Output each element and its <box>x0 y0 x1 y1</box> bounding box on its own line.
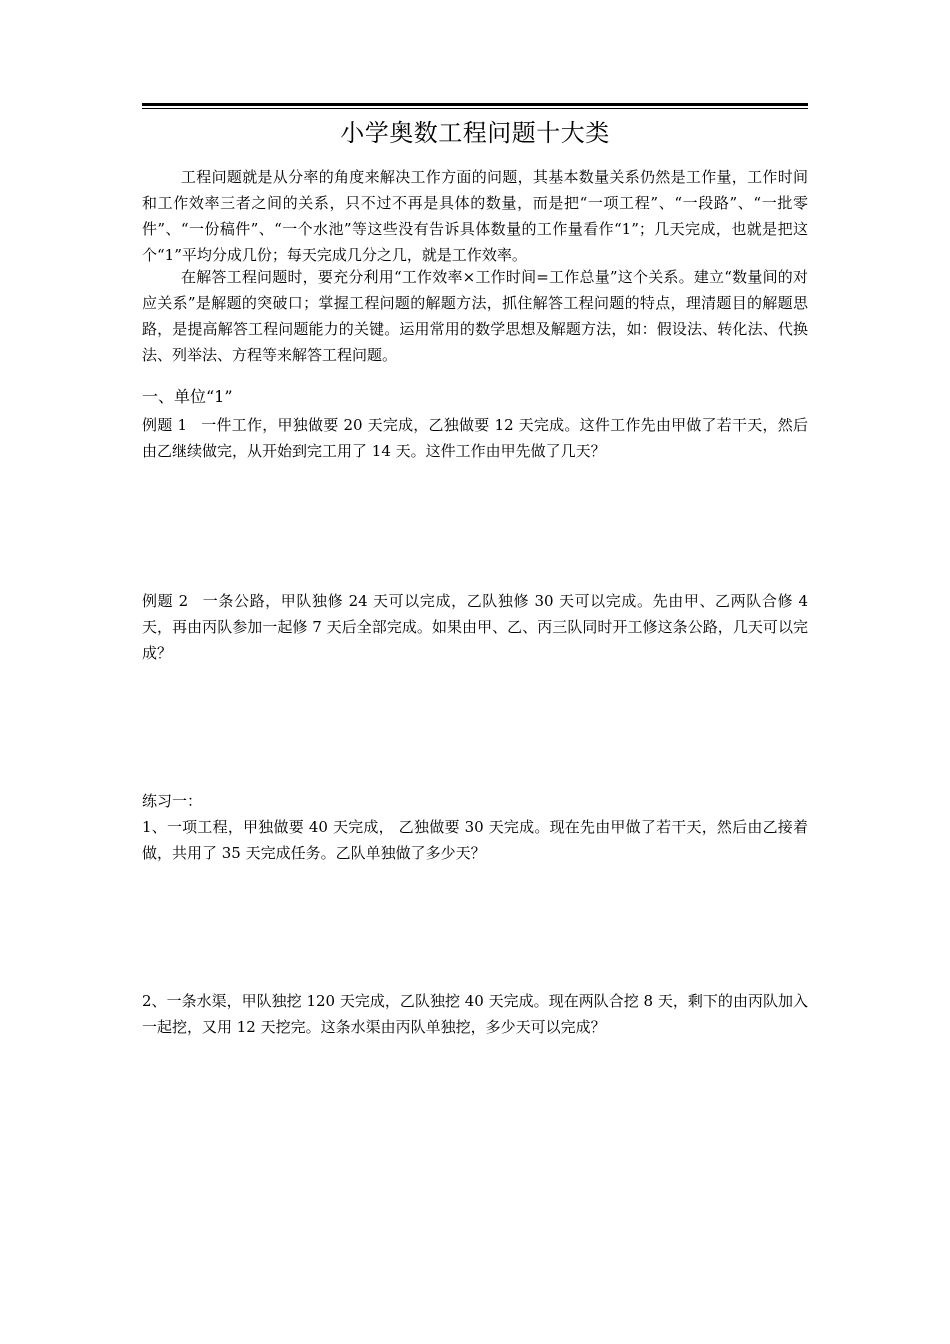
header-rule-thick <box>142 103 808 106</box>
practice-heading: 练习一： <box>142 792 203 810</box>
practice-question-2: 2、一条水渠，甲队独挖 120 天完成，乙队独挖 40 天完成。现在两队合挖 8 天，剩下的由丙队加入一起挖，又用 12 天挖完。这条水渠由丙队单独挖，多少天可以完成？ <box>142 992 808 1036</box>
example-2 <box>142 588 808 666</box>
section-heading: 一、单位“1” <box>142 387 233 406</box>
example-2-text: 一条公路，甲队独修 24 天可以完成，乙队独修 30 天可以完成。先由甲、乙两队合修 4 天，再由丙队参加一起修 7 天后全部完成。如果由甲、乙、丙三队同时开工修这条公路，几天可以完成？ <box>142 592 809 662</box>
document-page <box>142 0 808 1344</box>
example-2-label: 例题 2 <box>142 592 189 610</box>
example-1 <box>142 412 808 464</box>
practice-question-1: 1、一项工程，甲独做要 40 天完成， 乙独做要 30 天完成。现在先由甲做了若干天，然后由乙接着做，共用了 35 天完成任务。乙队单独做了多少天？ <box>142 818 808 862</box>
document-title: 小学奥数工程问题十大类 <box>340 119 610 147</box>
example-1-text: 一件工作，甲独做要 20 天完成，乙独做要 12 天完成。这件工作先由甲做了若干天，然后由乙继续做完，从开始到完工用了 14 天。这件工作由甲先做了几天？ <box>142 416 809 460</box>
intro-paragraph-1: 工程问题就是从分率的角度来解决工作方面的问题，其基本数量关系仍然是工作量，工作时间和工作效率三者之间的关系，只不过不再是具体的数量，而是把“一项工程”、“一段路”、“一批零件”、“一份稿件”、“一个水池”等这些没有告诉具体数量的工作量看作“1”；几天完成，也就是把这个“1”平均分成几份；每天完成几分之几，就是工作效率。 <box>142 168 808 264</box>
example-1-label: 例题 1 <box>142 416 188 434</box>
intro-paragraph-2: 在解答工程问题时，要充分利用“工作效率×工作时间=工作总量”这个关系。建立“数量间的对应关系”是解题的突破口；掌握工程问题的解题方法，抓住解答工程问题的特点，理清题目的解题思路，是提高解答工程问题能力的关键。运用常用的数学思想及解题方法，如：假设法、转化法、代换法、列举法、方程等来解答工程问题。 <box>142 268 808 364</box>
header-rule-thin <box>142 108 808 109</box>
